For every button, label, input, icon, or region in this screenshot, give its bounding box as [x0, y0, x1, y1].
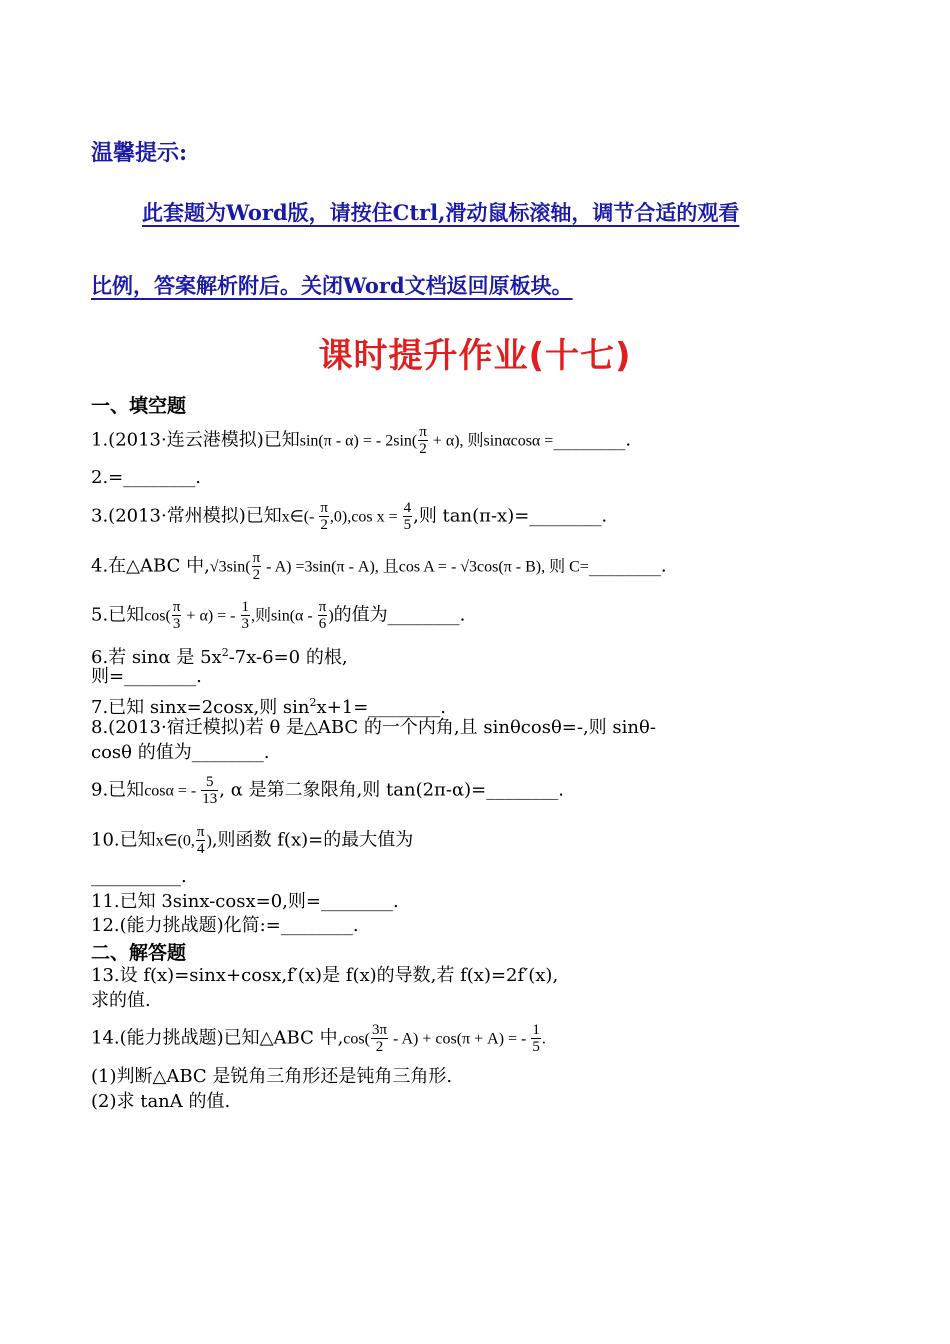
tip-line-1[interactable]: 此套题为Word版，请按住Ctrl,滑动鼠标滚轴，调节合适的观看: [142, 200, 740, 225]
answer-blank: ________: [553, 429, 626, 451]
question-9: 9.已知cosα = - $\frac{5}{13}$ , α 是第二象限角,则 tan(2π-α)=________.: [91, 774, 564, 807]
tip-title: 温馨提示:: [91, 140, 188, 166]
question-3: 3.(2013·常州模拟)已知x∈(- $\frac{\pi}{2}$ ,0),cos x = $\frac{4}{5}$ ,则 tan(π-x)=________.: [91, 500, 608, 533]
question-14-part-1: (1)判断△ABC 是锐角三角形还是钝角三角形.: [91, 1066, 453, 1087]
answer-blank: ________: [529, 505, 602, 527]
answer-blank: ________: [588, 555, 661, 577]
page-title: 课时提升作业(十七): [318, 336, 632, 376]
tip-line-2[interactable]: 比例，答案解析附后。关闭Word文档返回原板块。: [91, 273, 573, 298]
question-10-line-2: __________.: [91, 866, 187, 887]
question-11: 11.已知 3sinx-cosx=0,则=________.: [91, 891, 399, 912]
question-13-line-2: 求的值.: [91, 990, 151, 1011]
question-8: 8.(2013·宿迁模拟)若 θ 是△ABC 的一个内角,且 sinθcosθ=-,则 sinθ-: [91, 717, 656, 738]
question-5: 5.已知cos( $\frac{\pi}{3}$ + α) = - $\frac{1}{3}$ ,则sin(α - $\frac{\pi}{6}$ )的值为________.: [91, 599, 466, 632]
section-fill-heading: 一、填空题: [91, 395, 187, 417]
question-14: 14.(能力挑战题)已知△ABC 中,cos( $\frac{3\pi}{2}$ - A) + cos(π + A) = - $\frac{1}{5}$ .: [91, 1022, 546, 1055]
question-12: 12.(能力挑战题)化简:=________.: [91, 915, 359, 936]
question-6-line-2: 则=________.: [91, 666, 202, 687]
question-7: 7.已知 sinx=2cosx,则 $\sin^2x+1=\_\_\_\_\_\_\_\_$.: [91, 696, 447, 718]
question-14-part-2: (2)求 tanA 的值.: [91, 1091, 231, 1112]
question-1: 1.(2013·连云港模拟)已知sin(π - α) = - 2sin( $\frac{\pi}{2}$ + α), 则sinαcosα =________.: [91, 424, 632, 457]
question-6: 6.若 sinα 是 $5x^2-7x-6=0$ 的根,: [91, 646, 348, 668]
question-2: 2.=________.: [91, 467, 201, 488]
question-8-line-2: cosθ 的值为________.: [91, 742, 270, 763]
question-10: 10.已知x∈(0, $\frac{\pi}{4}$ ),则函数 f(x)=的最大值为: [91, 824, 414, 857]
section-solve-heading: 二、解答题: [91, 942, 187, 964]
question-4: 4.在△ABC 中,√3sin( $\frac{\pi}{2}$ - A) =3sin(π - A), 且cos A = - √3cos(π - B), 则 C=________.: [91, 550, 667, 583]
answer-blank: ________: [387, 604, 460, 626]
question-13: 13.设 f(x)=sinx+cosx,f′(x)是 f(x)的导数,若 f(x)=2f′(x),: [91, 965, 559, 986]
